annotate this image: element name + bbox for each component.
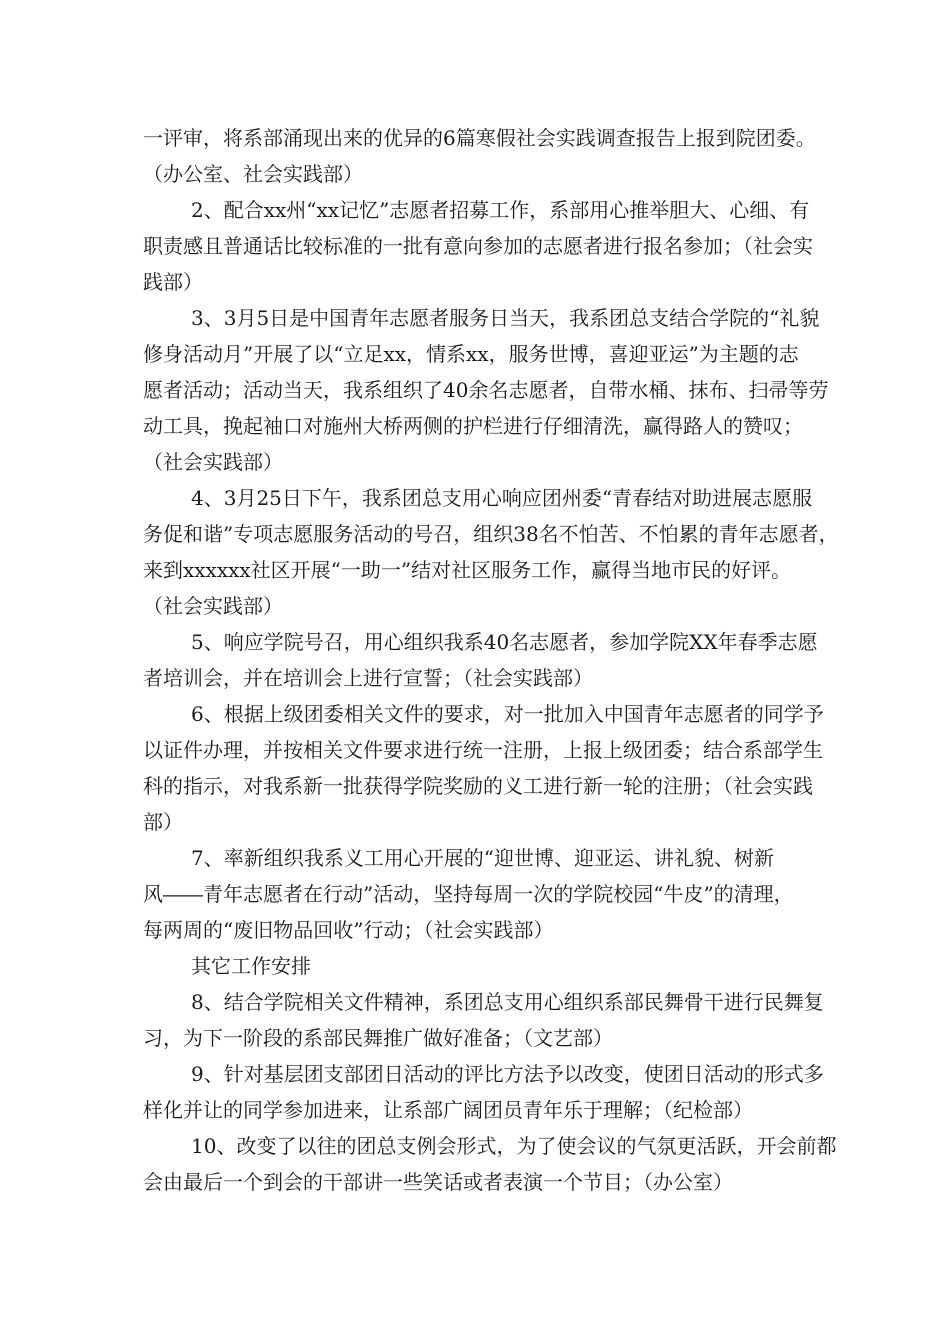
paragraph-line: 者培训会，并在培训会上进行宣誓；（社会实践部）: [143, 666, 593, 690]
item-3-line: 3、3月5日是中国青年志愿者服务日当天，我系团总支结合学院的“礼貌: [191, 306, 820, 330]
paragraph-line: 样化并让的同学参加进来，让系部广阔团员青年乐于理解；（纪检部）: [143, 1098, 753, 1122]
paragraph-line: 动工具，挽起袖口对施州大桥两侧的护栏进行仔细清洗，赢得路人的赞叹；: [143, 414, 803, 438]
paragraph-line: 风――青年志愿者在行动”活动，坚持每周一次的学院校园“牛皮”的清理，: [143, 882, 794, 906]
paragraph-line: （办公室、社会实践部）: [143, 162, 363, 186]
item-5-line: 5、响应学院号召，用心组织我系40名志愿者，参加学院XX年春季志愿: [191, 630, 818, 654]
paragraph-line: （社会实践部）: [143, 450, 283, 474]
item-6-line: 6、根据上级团委相关文件的要求，对一批加入中国青年志愿者的同学予: [191, 702, 824, 726]
paragraph-line: 科的指示，对我系新一批获得学院奖励的义工进行新一轮的注册；（社会实践: [143, 774, 813, 798]
section-heading: 其它工作安排: [191, 954, 311, 978]
item-4-line: 4、3月25日下午，我系团总支用心响应团州委“青春结对助进展志愿服: [191, 486, 813, 510]
item-10-line: 10、改变了以往的团总支例会形式，为了使会议的气氛更活跃，开会前都: [191, 1134, 837, 1158]
paragraph-line: 务促和谐”专项志愿服务活动的号召，组织38名不怕苦、不怕累的青年志愿者，: [143, 522, 839, 546]
item-9-line: 9、针对基层团支部团日活动的评比方法予以改变，使团日活动的形式多: [191, 1062, 824, 1086]
item-7-line: 7、率新组织我系义工用心开展的“迎世博、迎亚运、讲礼貌、树新: [191, 846, 774, 870]
paragraph-line: 践部）: [143, 270, 203, 294]
paragraph-line: 来到xxxxxx社区开展“一助一”结对社区服务工作，赢得当地市民的好评。: [143, 558, 792, 582]
paragraph-line: 职责感且普通话比较标准的一批有意向参加的志愿者进行报名参加；（社会实: [143, 234, 813, 258]
paragraph-line: 部）: [143, 810, 183, 834]
paragraph-line: （社会实践部）: [143, 594, 283, 618]
paragraph-line: 一评审，将系部涌现出来的优异的6篇寒假社会实践调查报告上报到院团委。: [143, 126, 816, 150]
paragraph-line: 修身活动月”开展了以“立足xx，情系xx，服务世博，喜迎亚运”为主题的志: [143, 342, 799, 366]
paragraph-line: 以证件办理，并按相关文件要求进行统一注册，上报上级团委；结合系部学生: [143, 738, 823, 762]
paragraph-line: 习，为下一阶段的系部民舞推广做好准备；（文艺部）: [143, 1026, 613, 1050]
paragraph-line: 会由最后一个到会的干部讲一些笑话或者表演一个节目；（办公室）: [143, 1170, 733, 1194]
paragraph-line: 每两周的“废旧物品回收”行动；（社会实践部）: [143, 918, 554, 942]
item-8-line: 8、结合学院相关文件精神，系团总支用心组织系部民舞骨干进行民舞复: [191, 990, 824, 1014]
paragraph-line: 愿者活动；活动当天，我系组织了40余名志愿者，自带水桶、抹布、扫帚等劳: [143, 378, 829, 402]
item-2-line: 2、配合xx州“xx记忆”志愿者招募工作，系部用心推举胆大、心细、有: [191, 198, 810, 222]
